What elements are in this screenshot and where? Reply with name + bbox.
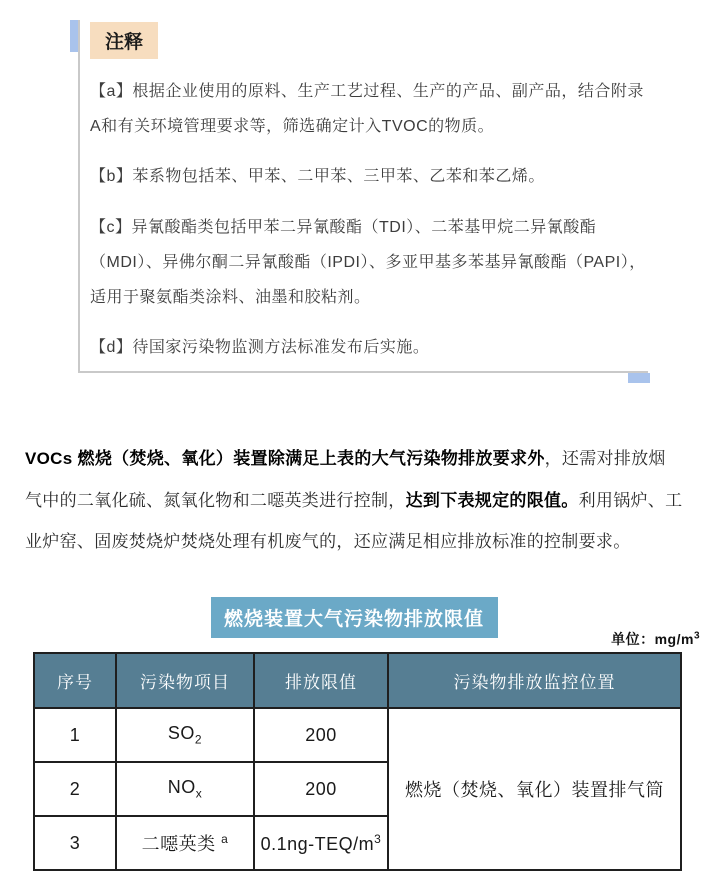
cell-row3-pollutant <box>116 816 254 870</box>
cell-row2-limit: 200 <box>254 762 388 816</box>
note-title: 注释 <box>90 22 158 59</box>
unit-label-text: 单位：mg/m <box>611 631 694 647</box>
body-paragraph-regular-2: 利用锅炉、工业炉窑、固废焚烧炉焚烧处理有机废气的，还应满足相应排放标准的控制要求。 <box>25 490 683 552</box>
note-item-d-marker: 【d】 <box>90 339 133 357</box>
note-accent-bar-bottom <box>628 373 650 383</box>
note-item-a-marker: 【a】 <box>90 83 133 100</box>
cell-row1-pollutant <box>116 708 254 762</box>
note-item-a <box>90 74 648 144</box>
header-cell-limit: 排放限值 <box>254 653 388 708</box>
note-item-c-marker: 【c】 <box>90 218 132 236</box>
header-cell-location: 污染物排放监控位置 <box>388 653 681 708</box>
unit-label <box>611 629 700 649</box>
note-item-b-text: 苯系物包括苯、甲苯、二甲苯、三甲苯、乙苯和苯乙烯。 <box>132 168 545 186</box>
body-paragraph-bold-1: VOCs 燃烧（焚烧、氧化）装置除满足上表的大气污染物排放要求外 <box>25 449 545 468</box>
header-cell-pollutant: 污染物项目 <box>116 653 254 708</box>
table-header-row <box>34 653 681 708</box>
cell-row3-limit <box>254 816 388 870</box>
cell-row3-pollutant-base: 二噁英类 <box>141 834 216 854</box>
cell-row1-pollutant-base: SO <box>167 723 195 744</box>
body-paragraph-regular-1: ，还需对排放烟气中的二氧化硫、氮氧化物和二噁英类进行控制， <box>25 449 666 510</box>
cell-row2-pollutant-sub: x <box>195 786 203 801</box>
header-cell-index: 序号 <box>34 653 116 708</box>
cell-row1-pollutant-sub: 2 <box>194 732 203 747</box>
cell-row3-limit-base: 0.1ng-TEQ/m <box>260 833 375 854</box>
cell-row2-pollutant <box>116 762 254 816</box>
table-row <box>34 708 681 762</box>
body-paragraph <box>25 438 683 563</box>
table-title-banner: 燃烧装置大气污染物排放限值 <box>211 597 498 638</box>
cell-row3-no: 3 <box>34 816 116 870</box>
cell-row2-no: 2 <box>34 762 116 816</box>
note-item-d <box>90 330 648 365</box>
note-accent-bar-top <box>70 20 78 52</box>
note-item-a-text: 根据企业使用的原料、生产工艺过程、生产的产品、副产品，结合附录A和有关环境管理要求等，筛选确定计入TVOC的物质。 <box>90 83 644 136</box>
unit-label-superscript: 3 <box>693 630 700 642</box>
cell-row2-pollutant-base: NO <box>167 777 196 798</box>
note-item-d-text: 待国家污染物监测方法标准发布后实施。 <box>132 339 430 357</box>
note-item-b-marker: 【b】 <box>90 168 133 186</box>
cell-row1-limit: 200 <box>254 708 388 762</box>
cell-row1-no: 1 <box>34 708 116 762</box>
emission-limits-table <box>33 652 682 871</box>
note-callout-box <box>78 20 648 373</box>
note-item-c <box>90 210 648 316</box>
cell-row3-pollutant-sup: a <box>221 832 229 846</box>
cell-row3-limit-sup: 3 <box>374 831 382 846</box>
note-item-c-text: 异氰酸酯类包括甲苯二异氰酸酯（TDI）、二苯基甲烷二异氰酸酯（MDI）、异佛尔酮二异氰酸酯（IPDI）、多亚甲基多苯基异氰酸酯（PAPI），适用于聚氨酯类涂料、油墨和胶粘剂。 <box>90 218 646 306</box>
note-item-b <box>90 159 648 194</box>
cell-monitoring-location: 燃烧（焚烧、氧化）装置排气筒 <box>388 708 681 870</box>
body-paragraph-bold-2: 达到下表规定的限值。 <box>405 490 579 510</box>
